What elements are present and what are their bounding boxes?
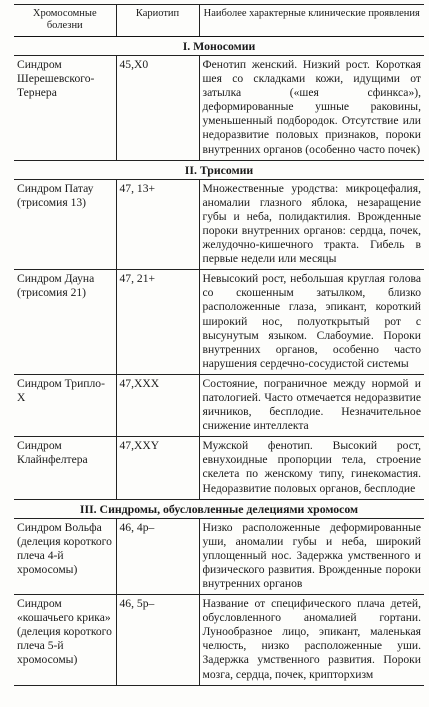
karyotype-value: 47, 13+ <box>116 179 199 270</box>
table-row <box>14 437 424 499</box>
table-header-row <box>14 5 424 37</box>
table-row <box>14 595 424 686</box>
disease-name: Синдром «кошачьего крика» (делеция короткого плеча 5-й хромосомы) <box>14 595 116 686</box>
disease-name: Синдром Вольфа (делеция короткого плеча 4-й хромосомы) <box>14 518 116 594</box>
table-row <box>14 374 424 436</box>
header-disease: Хромосомные болезни <box>14 5 116 37</box>
chromosomal-diseases-table <box>14 4 424 686</box>
header-manifestations: Наиболее характерные клинические проявления <box>199 5 424 37</box>
table-row <box>14 270 424 375</box>
clinical-description: Мужской фенотип. Высокий рост, евнухоидные пропорции тела, строение скелета по женскому типу, гинекомастия. Недоразвитие половых органов, бесплодие <box>199 437 424 499</box>
karyotype-value: 45,Х0 <box>116 56 199 161</box>
disease-name: Синдром Патау (трисомия 13) <box>14 179 116 270</box>
clinical-description: Невысокий рост, небольшая круглая голова со скошенным затылком, близко расположенные глаза, эпикант, короткий широкий нос, полуоткрытый рот с высунутым языком. Слабоумие. Пороки внутренних органов, особенно часто нарушения сердечно-сосудистой системы <box>199 270 424 375</box>
clinical-description: Множественные уродства: микроцефалия, аномалии глазного яблока, незаращение губы и неба, полидактилия. Врожденные пороки внутренних органов: сердца, почек, желудочно-кишечного тракта. Гибель в первые недели или месяцы <box>199 179 424 270</box>
disease-name: Синдром Дауна (трисомия 21) <box>14 270 116 375</box>
section-title-trisomies: II. Трисомии <box>14 160 424 179</box>
header-karyotype: Кариотип <box>116 5 199 37</box>
table-row <box>14 518 424 594</box>
table-row <box>14 179 424 270</box>
clinical-description: Фенотип женский. Низкий рост. Короткая шея со складками кожи, идущими от затылка («шея сфинкса»), деформированные ушные раковины, уменьшенный подбородок. Отсутствие или недоразвитие половых признаков, пороки внутренних органов (особенно часто почек) <box>199 56 424 161</box>
clinical-description: Состояние, пограничное между нормой и патологией. Часто отмечается недоразвитие яичников, бесплодие. Незначительное снижение интеллекта <box>199 374 424 436</box>
disease-name: Синдром Трипло-Х <box>14 374 116 436</box>
karyotype-value: 46, 5р– <box>116 595 199 686</box>
clinical-description: Название от специфического плача детей, обусловленного аномалией гортани. Лунообразное лицо, эпикант, маленькая челюсть, низко расположенные уши. Задержка умственного развития. Пороки мозга, сердца, почек, крипторхизм <box>199 595 424 686</box>
section-heading <box>14 37 424 56</box>
karyotype-value: 47, 21+ <box>116 270 199 375</box>
karyotype-value: 47,ХХХ <box>116 374 199 436</box>
disease-name: Синдром Шерешевского-Тернера <box>14 56 116 161</box>
disease-name: Синдром Клайнфелтера <box>14 437 116 499</box>
section-title-monosomies: I. Моносомии <box>14 37 424 56</box>
karyotype-value: 46, 4р– <box>116 518 199 594</box>
section-title-deletions: III. Синдромы, обусловленные делециями хромосом <box>14 499 424 518</box>
section-heading <box>14 160 424 179</box>
table-row <box>14 56 424 161</box>
clinical-description: Низко расположенные деформированные уши, аномалии губы и неба, широкий уплощенный нос. Задержка умственного и физического развития. Врожденные пороки внутренних органов <box>199 518 424 594</box>
karyotype-value: 47,ХХY <box>116 437 199 499</box>
section-heading <box>14 499 424 518</box>
